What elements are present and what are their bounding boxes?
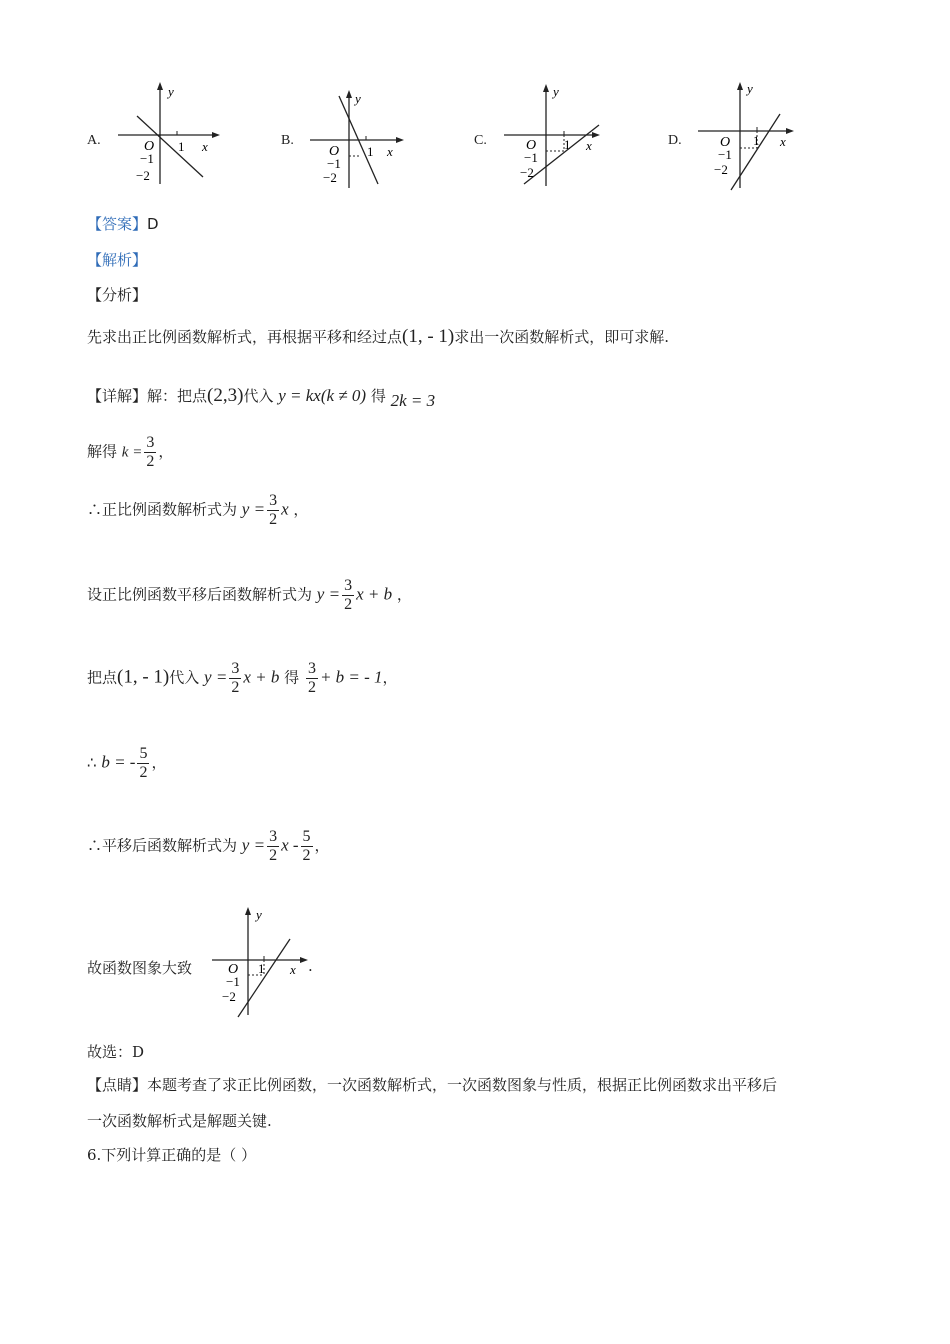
step-shift-rest: x + b bbox=[356, 584, 393, 604]
detail-eq: 2k = 3 bbox=[390, 391, 436, 410]
graph-neg-one-label: −1 bbox=[718, 147, 732, 162]
frac-num: 5 bbox=[139, 745, 148, 762]
graph-y-label: y bbox=[747, 81, 753, 96]
graph-neg-one-label: −1 bbox=[327, 156, 341, 171]
graph-x-label: x bbox=[202, 139, 208, 154]
graph-neg-two-label: −2 bbox=[520, 165, 534, 180]
step-final bbox=[87, 828, 330, 865]
answer-line bbox=[87, 213, 159, 234]
graph-neg-two-label: −2 bbox=[136, 168, 150, 183]
graph-origin-label: O bbox=[228, 962, 239, 977]
option-a-label: A. bbox=[87, 133, 101, 148]
step-sub-t3: 得 bbox=[284, 668, 300, 687]
frac-num: 5 bbox=[302, 828, 311, 845]
graph-line-text: 故函数图象大致 bbox=[87, 959, 193, 977]
graph-one-label: 1 bbox=[564, 137, 571, 152]
graph-x-label: x bbox=[780, 134, 786, 149]
step-k-fraction bbox=[144, 434, 156, 471]
step-shift-text: 设正比例函数平移后函数解析式为 bbox=[87, 585, 313, 604]
graph-neg-one-label: −1 bbox=[524, 150, 538, 165]
step-k-text: 解得 bbox=[87, 442, 118, 461]
graph-neg-one-label: −1 bbox=[226, 974, 240, 989]
option-b-label: B. bbox=[281, 133, 294, 148]
detail-t1: 解：把点 bbox=[147, 387, 208, 405]
graph-one-label: 1 bbox=[367, 144, 374, 159]
detail-formula: y = kx(k ≠ 0) bbox=[278, 386, 367, 405]
step-prop-end: ， bbox=[293, 500, 309, 519]
comment-tag: 【点睛】 bbox=[87, 1076, 148, 1094]
detail-t2: 代入 bbox=[243, 387, 274, 405]
step-prop-fraction bbox=[267, 492, 279, 529]
detail-line bbox=[87, 385, 436, 410]
frac-den: 2 bbox=[231, 679, 240, 696]
fenxi-text-after: 求出一次函数解析式，即可求解. bbox=[454, 328, 670, 346]
step-k bbox=[87, 434, 173, 471]
step-sub-fraction-2 bbox=[306, 660, 318, 697]
step-sub-rest-2: + b = - 1 bbox=[319, 667, 383, 687]
step-final-fraction bbox=[267, 828, 279, 865]
step-sub-rest: x + b bbox=[243, 667, 280, 687]
step-sub-t1: 把点 bbox=[87, 668, 118, 687]
analysis-tag: 【解析】 bbox=[87, 251, 148, 269]
graph-one-label: 1 bbox=[753, 133, 760, 148]
option-d-graph bbox=[694, 78, 804, 196]
step-final-fraction-2 bbox=[301, 828, 313, 865]
frac-num: 3 bbox=[269, 828, 278, 845]
step-prop-text: ∴正比例函数解析式为 bbox=[87, 500, 238, 519]
step-sub-point: (1, - 1) bbox=[117, 666, 170, 688]
step-prop bbox=[87, 492, 308, 529]
detail-point: (2,3) bbox=[207, 385, 244, 406]
graph-neg-two-label: −2 bbox=[714, 162, 728, 177]
graph-origin-label: O bbox=[526, 138, 537, 153]
step-k-var: k = bbox=[121, 444, 143, 461]
graph-y-label: y bbox=[168, 84, 174, 99]
comment-line-2: 一次函数解析式是解题关键. bbox=[87, 1112, 272, 1130]
detail-tag: 【详解】 bbox=[87, 387, 148, 405]
graph-origin-label: O bbox=[329, 144, 340, 159]
comment-line1: 本题考查了求正比例函数，一次函数解析式，一次函数图象与性质，根据正比例函数求出平移后 bbox=[147, 1076, 778, 1094]
frac-num: 3 bbox=[269, 492, 278, 509]
fenxi-text bbox=[87, 326, 669, 348]
frac-den: 2 bbox=[269, 847, 278, 864]
option-b-graph bbox=[302, 84, 422, 194]
graph-neg-two-label: −2 bbox=[222, 989, 236, 1004]
step-final-x: x - bbox=[281, 835, 299, 855]
answer-value: D bbox=[147, 215, 159, 233]
option-a-graph bbox=[108, 78, 228, 188]
step-final-end: ， bbox=[314, 836, 330, 855]
step-prop-y: y = bbox=[241, 499, 266, 519]
frac-den: 2 bbox=[302, 847, 311, 864]
step-b-end: ， bbox=[151, 753, 167, 772]
graph-y-label: y bbox=[553, 84, 559, 99]
step-b-fraction bbox=[137, 745, 149, 782]
graph-y-label: y bbox=[256, 907, 262, 922]
graph-neg-one-label: −1 bbox=[140, 151, 154, 166]
step-sub-t2: 代入 bbox=[169, 668, 200, 687]
step-final-text: ∴平移后函数解析式为 bbox=[87, 836, 238, 855]
step-shift bbox=[87, 577, 412, 614]
graph-x-label: x bbox=[586, 138, 592, 153]
fenxi-point: (1, - 1) bbox=[402, 326, 455, 347]
fenxi-text-before: 先求出正比例函数解析式，再根据平移和经过点 bbox=[87, 328, 403, 346]
frac-num: 3 bbox=[344, 577, 353, 594]
graph-origin-label: O bbox=[144, 139, 155, 154]
comment-line-1 bbox=[87, 1074, 777, 1095]
frac-den: 2 bbox=[146, 453, 155, 470]
graph-y-label: y bbox=[355, 91, 361, 106]
step-sub-fraction bbox=[229, 660, 241, 697]
step-shift-end: ， bbox=[396, 585, 412, 604]
graph-x-label: x bbox=[387, 144, 393, 159]
graph-origin-label: O bbox=[720, 135, 731, 150]
option-c-label: C. bbox=[474, 133, 487, 148]
option-d-label: D. bbox=[668, 133, 682, 148]
graph-x-label: x bbox=[290, 962, 296, 977]
graph-neg-two-label: −2 bbox=[323, 170, 337, 185]
step-shift-y: y = bbox=[316, 584, 341, 604]
result-graph bbox=[208, 903, 318, 1021]
step-sub-y: y = bbox=[204, 667, 228, 687]
frac-num: 3 bbox=[307, 660, 316, 677]
step-sub bbox=[87, 660, 398, 697]
frac-den: 2 bbox=[344, 596, 353, 613]
step-k-end: ， bbox=[158, 442, 174, 461]
frac-num: 3 bbox=[231, 660, 240, 677]
frac-num: 3 bbox=[146, 434, 155, 451]
step-shift-fraction bbox=[342, 577, 354, 614]
question-6: 6.下列计算正确的是（ ） bbox=[87, 1146, 257, 1164]
frac-den: 2 bbox=[269, 511, 278, 528]
detail-t3: 得 bbox=[370, 387, 386, 405]
step-b bbox=[87, 745, 166, 782]
step-prop-x: x bbox=[281, 499, 289, 519]
graph-line-end: . bbox=[308, 957, 313, 975]
step-sub-end: ， bbox=[382, 668, 398, 687]
step-final-y: y = bbox=[241, 835, 266, 855]
frac-den: 2 bbox=[307, 679, 316, 696]
step-b-var: b = - bbox=[101, 752, 136, 772]
frac-den: 2 bbox=[139, 764, 148, 781]
graph-one-label: 1 bbox=[258, 961, 265, 976]
graph-one-label: 1 bbox=[178, 139, 185, 154]
option-c-graph bbox=[496, 78, 616, 190]
choose-line: 故选：D bbox=[87, 1043, 145, 1061]
step-b-therefore: ∴ bbox=[87, 753, 97, 772]
answer-tag: 【答案】 bbox=[87, 215, 148, 233]
fenxi-tag: 【分析】 bbox=[87, 286, 148, 304]
